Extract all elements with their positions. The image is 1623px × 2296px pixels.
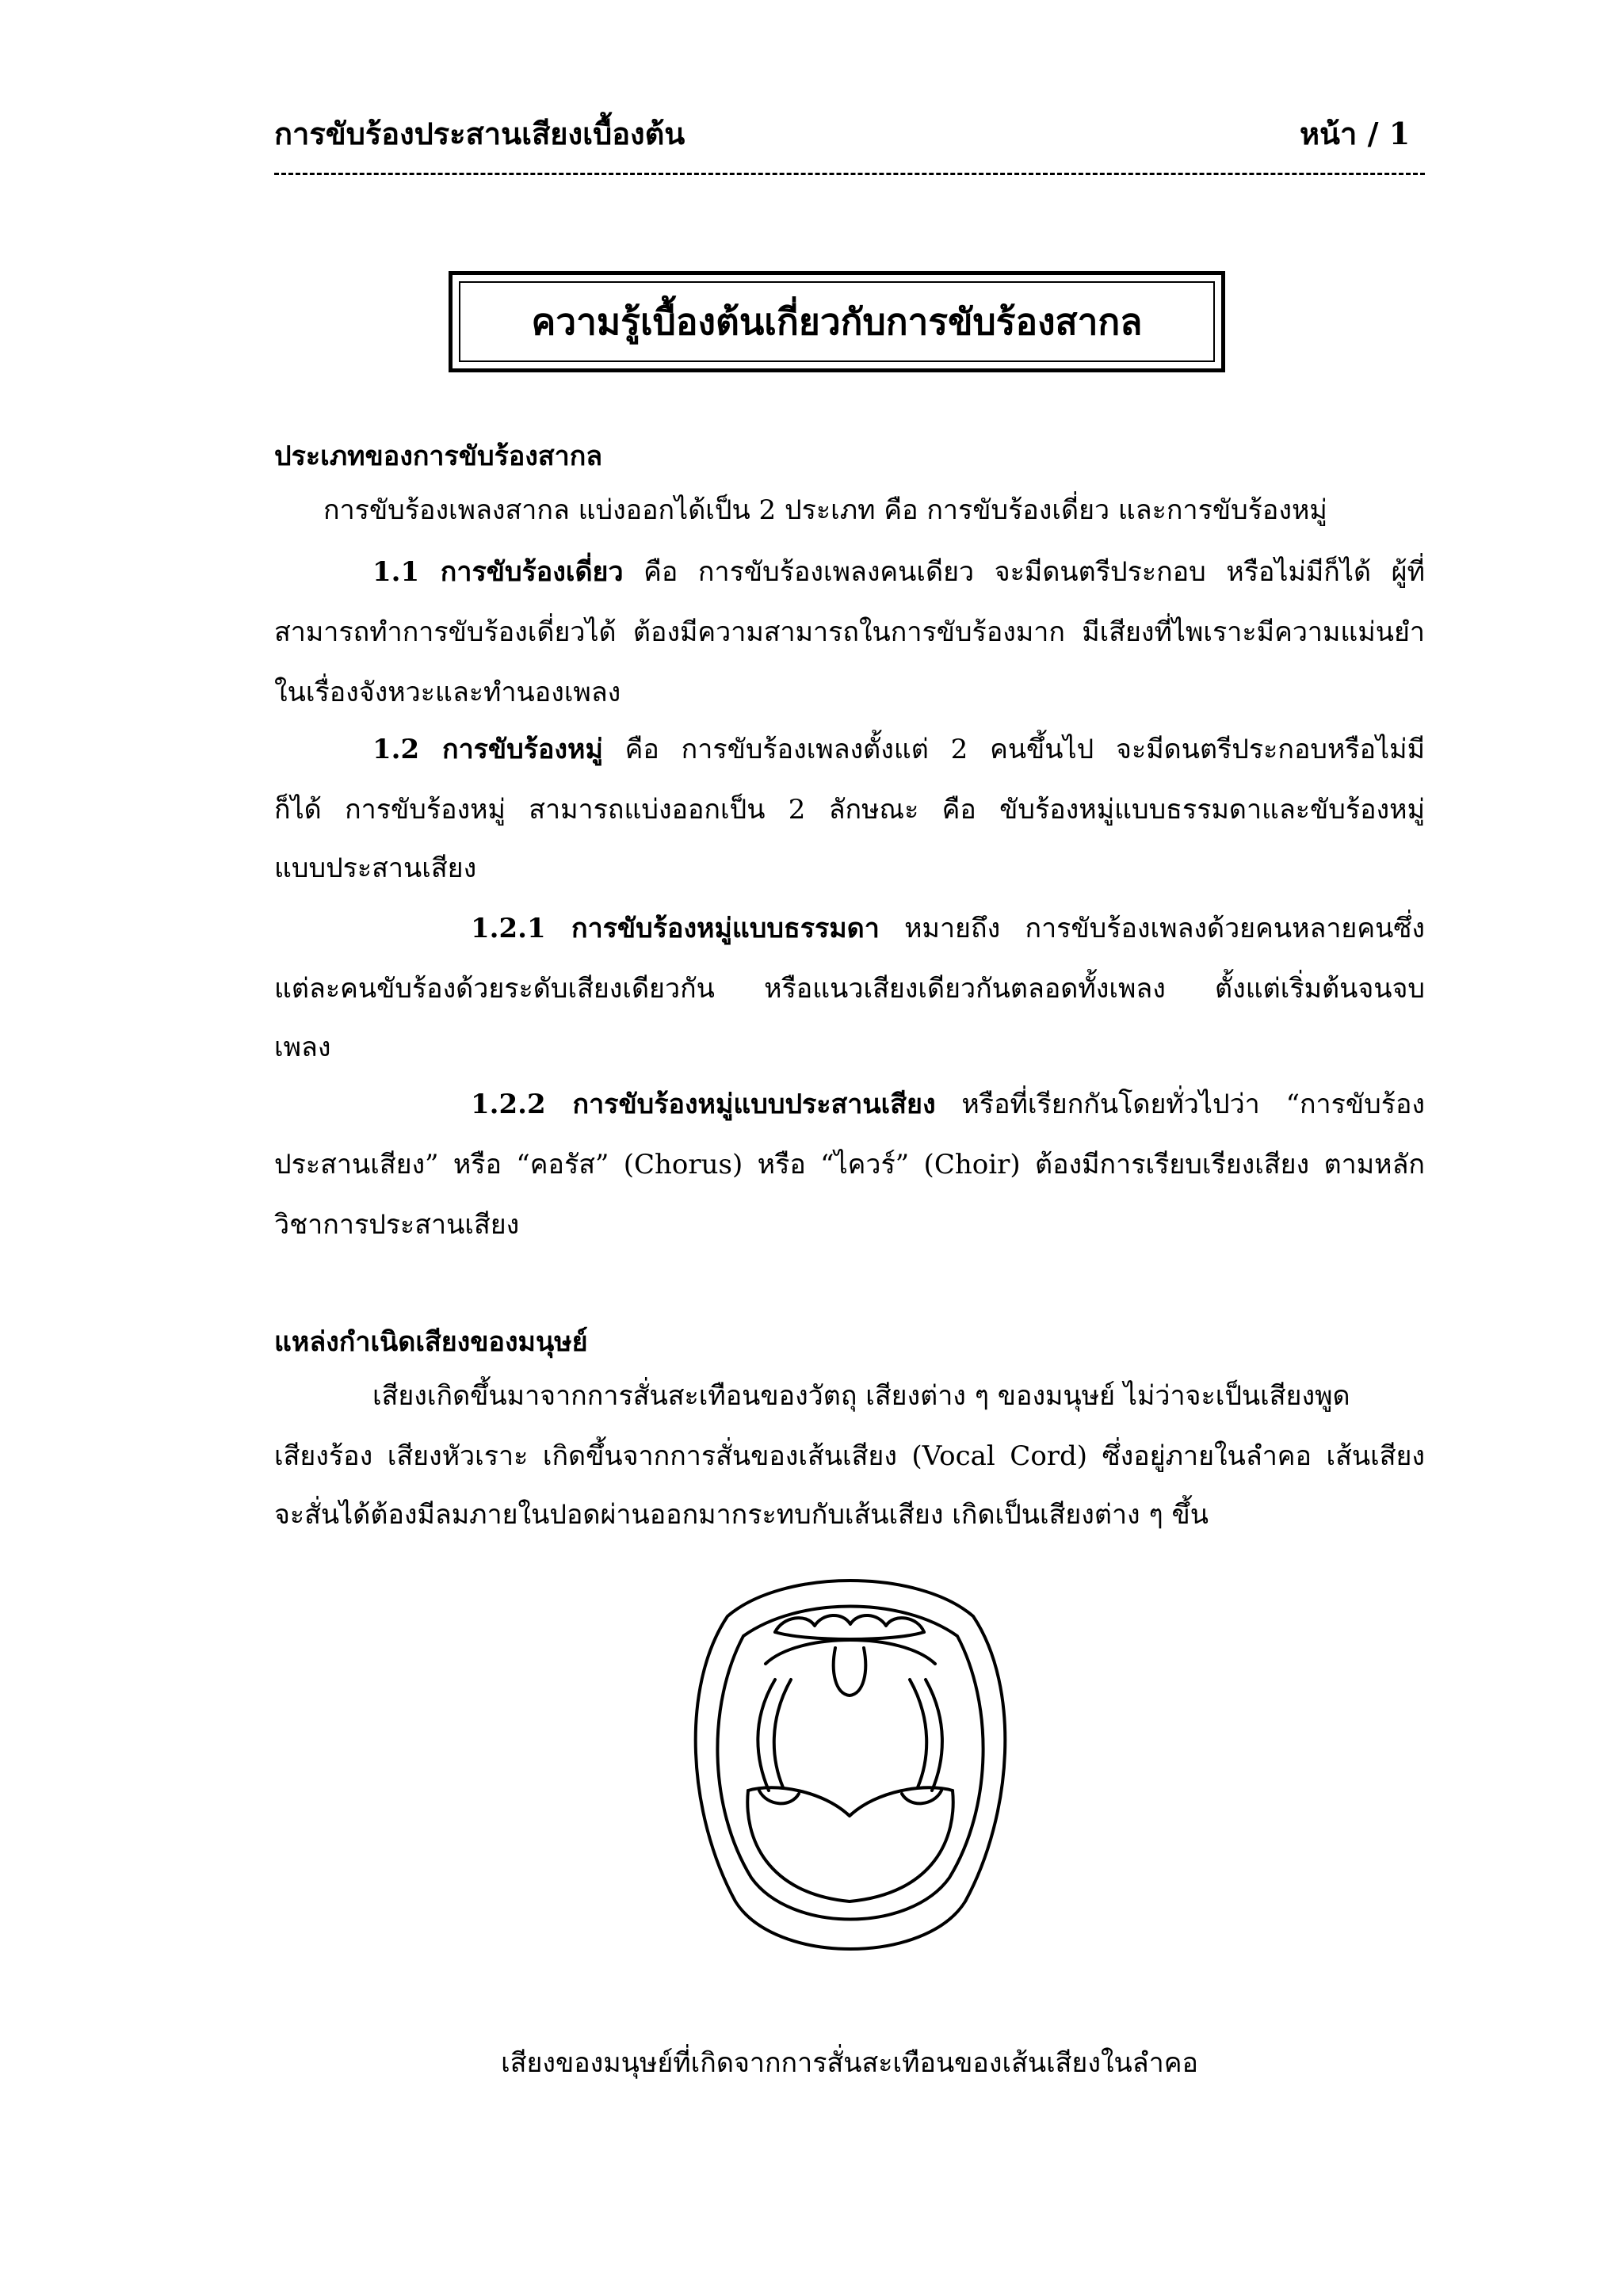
item-1-2-2-line-3: วิชาการประสานเสียง (274, 1209, 520, 1241)
item-1-2-2-line-2: ประสานเสียง” หรือ “คอรัส” (Chorus) หรือ “ไควร์” (Choir) ต้องมีการเรียบเรียงเสียง ตามหลัก (274, 1149, 1425, 1180)
voice-source-line-3: จะสั่นได้ต้องมีลมภายในปอดผ่านออกมากระทบกับเส้นเสียง เกิดเป็นเสียงต่าง ๆ ขึ้น (274, 1499, 1209, 1531)
voice-source-line-1: เสียงเกิดขึ้นมาจากการสั่นสะเทือนของวัตถุ เสียงต่าง ๆ ของมนุษย์ ไม่ว่าจะเป็นเสียงพูด (372, 1380, 1350, 1412)
item-1-2-1-line-3: เพลง (274, 1032, 331, 1063)
item-1-2-2-term: 1.2.2 การขับร้องหมู่แบบประสานเสียง (471, 1089, 936, 1120)
section-heading-types: ประเภทของการขับร้องสากล (274, 441, 603, 472)
item-1-1-line-1 (372, 555, 1425, 589)
item-1-2-term: 1.2 การขับร้องหมู่ (372, 734, 603, 765)
section-intro: การขับร้องเพลงสากล แบ่งออกได้เป็น 2 ประเภท คือ การขับร้องเดี่ยว และการขับร้องหมู่ (323, 494, 1327, 526)
main-title-box (449, 271, 1225, 372)
item-1-1-line-3: ในเรื่องจังหวะและทำนองเพลง (274, 677, 621, 708)
header-divider (274, 173, 1425, 175)
item-1-2-line-3: แบบประสานเสียง (274, 852, 477, 884)
main-title-frame (459, 281, 1215, 362)
item-1-2-line-1 (372, 732, 1425, 767)
section-heading-voice-source: แหล่งกำเนิดเสียงของมนุษย์ (274, 1326, 588, 1358)
item-1-2-text: คือ การขับร้องเพลงตั้งแต่ 2 คนขึ้นไป จะมีดนตรีประกอบหรือไม่มี (624, 734, 1426, 765)
main-title: ความรู้เบื้องต้นเกี่ยวกับการขับร้องสากล (531, 299, 1143, 343)
item-1-1-term: 1.1 การขับร้องเดี่ยว (372, 556, 624, 588)
voice-source-line-2: เสียงร้อง เสียงหัวเราะ เกิดขึ้นจากการสั่นของเส้นเสียง (Vocal Cord) ซึ่งอยู่ภายในลำคอ เส้นเสียง (274, 1440, 1425, 1472)
item-1-2-2-text: หรือที่เรียกกันโดยทั่วไปว่า “การขับร้อง (961, 1089, 1426, 1120)
item-1-1-line-2: สามารถทำการขับร้องเดี่ยวได้ ต้องมีความสามารถในการขับร้องมาก มีเสียงที่ไพเราะมีความแม่นยำ (274, 616, 1425, 648)
open-mouth-illustration-icon (680, 1553, 1018, 1981)
figure-caption: เสียงของมนุษย์ที่เกิดจากการสั่นสะเทือนของเส้นเสียงในลำคอ (501, 2047, 1198, 2079)
item-1-2-1-text: หมายถึง การขับร้องเพลงด้วยคนหลายคนซึ่ง (904, 913, 1426, 944)
item-1-2-1-line-1 (471, 911, 1425, 946)
item-1-2-2-line-1 (471, 1087, 1425, 1122)
document-header-title: การขับร้องประสานเสียงเบื้องต้น (274, 116, 685, 151)
item-1-2-1-line-2: แต่ละคนขับร้องด้วยระดับเสียงเดียวกัน หรือแนวเสียงเดียวกันตลอดทั้งเพลง ตั้งแต่เริ่มต้นจนจบ (274, 973, 1425, 1005)
page-number: หน้า / 1 (1300, 116, 1411, 151)
item-1-1-text: คือ การขับร้องเพลงคนเดียว จะมีดนตรีประกอบ หรือไม่มีก็ได้ ผู้ที่ (643, 556, 1426, 588)
item-1-2-1-term: 1.2.1 การขับร้องหมู่แบบธรรมดา (471, 913, 880, 944)
item-1-2-line-2: ก็ได้ การขับร้องหมู่ สามารถแบ่งออกเป็น 2 ลักษณะ คือ ขับร้องหมู่แบบธรรมดาและขับร้องหมู่ (274, 794, 1425, 826)
